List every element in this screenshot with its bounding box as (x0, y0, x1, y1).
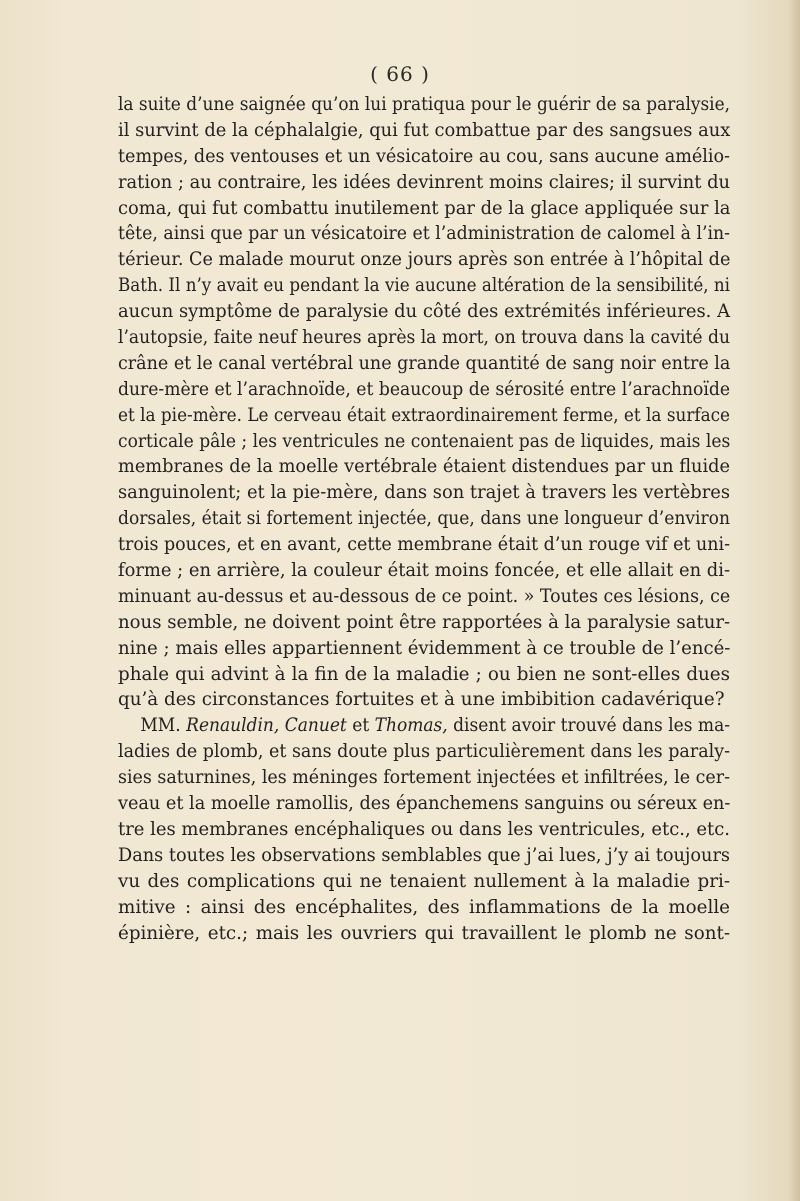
text-line: ration ; au contraire, les idées devinrent moins claires; il survint du (118, 171, 730, 193)
text-line: phale qui advint à la fin de la maladie ; ou bien ne sont-elles dues (118, 663, 730, 685)
text-line: minuant au-dessus et au-dessous de ce point. » Toutes ces lésions, ce (118, 585, 731, 607)
text-line: corticale pâle ; les ventricules ne contenaient pas de liquides, mais les (118, 430, 731, 452)
paragraph-start-line (118, 713, 730, 739)
text-line: tempes, des ventouses et un vésicatoire au cou, sans aucune amélio- (118, 145, 730, 167)
text-line: la suite d’une saignée qu’on lui pratiqua pour le guérir de sa paralysie, (118, 94, 730, 115)
text-line: il survint de la céphalalgie, qui fut combattue par des sangsues aux (118, 119, 731, 141)
italic-names: Renauldin, Canuet (186, 715, 347, 737)
italic-name: Thomas, (374, 715, 448, 737)
text-segment: disent avoir trouvé dans les ma- (447, 715, 730, 737)
text-line: sies saturnines, les méninges fortement injectées et infiltrées, le cer- (118, 767, 730, 789)
text-line: mitive : ainsi des encéphalites, des inflammations de la moelle (118, 896, 730, 918)
page-number: ( 66 ) (370, 62, 430, 86)
text-line: l’autopsie, faite neuf heures après la mort, on trouva dans la cavité du (118, 327, 730, 349)
text-line: aucun symptôme de paralysie du côté des extrémités inférieures. A (118, 301, 730, 323)
text-segment: et (346, 715, 375, 737)
text-line: Dans toutes les observations semblables que j’ai lues, j’y ai toujours (118, 844, 730, 866)
text-line: ladies de plomb, et sans doute plus particulièrement dans les paraly- (118, 741, 730, 763)
text-segment: MM. (140, 715, 187, 737)
text-line: membranes de la moelle vertébrale étaient distendues par un fluide (118, 456, 730, 478)
body-text (118, 92, 730, 946)
text-line: forme ; en arrière, la couleur était moins foncée, et elle allait en di- (118, 560, 730, 582)
text-line: Bath. Il n’y avait eu pendant la vie aucune altération de la sensibilité, ni (118, 275, 730, 297)
text-line: qu’à des circonstances fortuites et à une imbibition cadavérique? (118, 689, 725, 711)
text-line: sanguinolent; et la pie-mère, dans son trajet à travers les vertèbres (118, 482, 730, 504)
text-line: tre les membranes encéphaliques ou dans les ventricules, etc., etc. (118, 818, 730, 840)
text-line: veau et la moelle ramollis, des épanchemens sanguins ou séreux en- (118, 793, 731, 815)
text-line: et la pie-mère. Le cerveau était extraordinairement ferme, et la surface (118, 404, 730, 426)
text-line: tête, ainsi que par un vésicatoire et l’administration de calomel à l’in- (118, 223, 730, 245)
text-line: coma, qui fut combattu inutilement par de la glace appliquée sur la (118, 197, 731, 219)
text-line: vu des complications qui ne tenaient nullement à la maladie pri- (118, 870, 730, 892)
text-line: dorsales, était si fortement injectée, que, dans une longueur d’environ (118, 508, 730, 530)
text-line: trois pouces, et en avant, cette membrane était d’un rouge vif et uni- (118, 534, 730, 556)
text-line: nine ; mais elles appartiennent évidemment à ce trouble de l’encé- (118, 637, 731, 659)
text-line: térieur. Ce malade mourut onze jours après son entrée à l’hôpital de (118, 249, 731, 271)
text-line: épinière, etc.; mais les ouvriers qui travaillent le plomb ne sont- (118, 922, 730, 944)
text-line: crâne et le canal vertébral une grande quantité de sang noir entre la (118, 352, 731, 374)
text-line: dure-mère et l’arachnoïde, et beaucoup de sérosité entre l’arachnoïde (118, 378, 730, 400)
text-line: nous semble, ne doivent point être rapportées à la paralysie satur- (118, 611, 731, 633)
page-edge-shadow (788, 0, 800, 1201)
